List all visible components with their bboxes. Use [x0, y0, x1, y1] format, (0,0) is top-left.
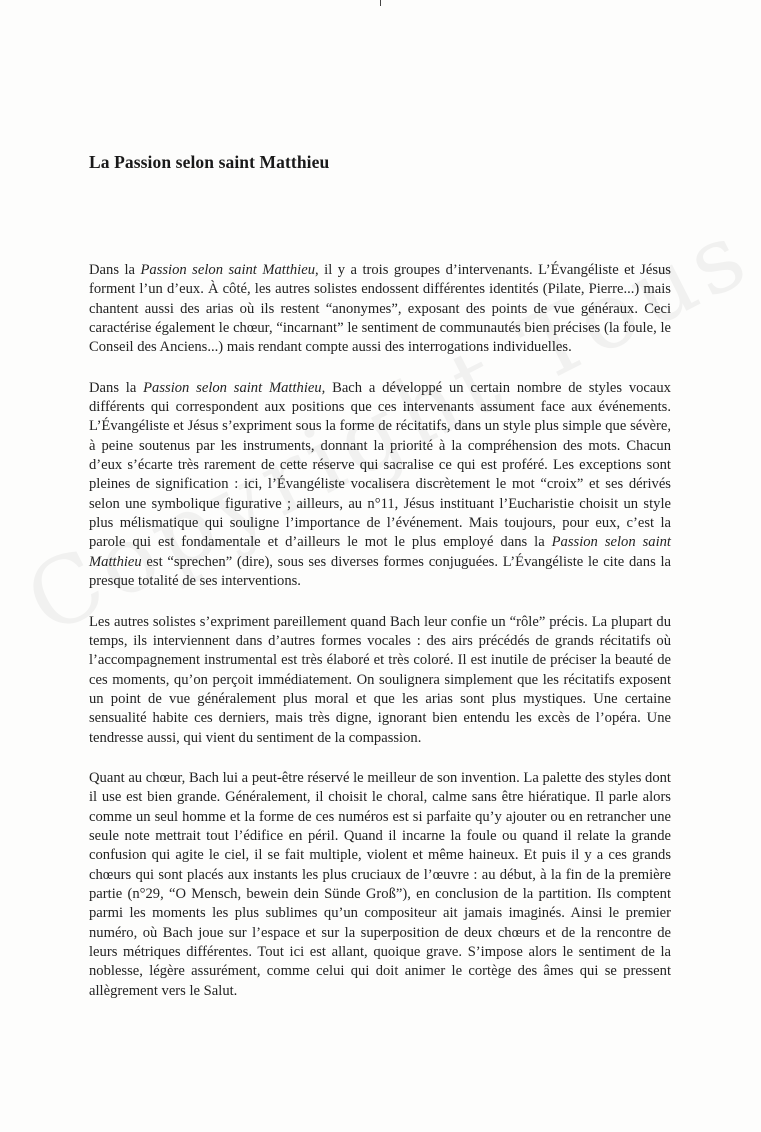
article-body: [89, 261, 671, 1022]
paragraph-2: Dans la Passion selon saint Matthieu, Bach a développé un certain nombre de styles vocaux différents qui correspondent aux positions que ces intervenants assument face aux événements. L’Évangéliste et Jésus s’expriment sous la forme de récitatifs, dans un style plus simple que sévère, à peine soutenus par les instruments, donnant la priorité à la compréhension des mots. Chacun d’eux s’écarte très rarement de cette réserve qui sacralise ce qui est proféré. Les exceptions sont pleines de signification : ici, l’Évangéliste vocalisera discrètement le mot “croix” et ses dérivés selon une symbolique figurative ; ailleurs, au n°11, Jésus instituant l’Eucharistie choisit un style plus mélismatique qui souligne l’importance de l’événement. Mais toujours, pour eux, c’est la parole qui est fondamentale et d’ailleurs le mot le plus employé dans la Passion selon saint Matthieu est “sprechen” (dire), sous ses diverses formes conjuguées. L’Évangéliste le cite dans la presque totalité de ses interventions.: [89, 379, 671, 590]
paragraph-3: Les autres solistes s’expriment pareillement quand Bach leur confie un “rôle” précis. La plupart du temps, ils interviennent dans d’autres formes vocales : des airs précédés de grands récitatifs où l’accompagnement instrumental est très élaboré et très coloré. Il est inutile de préciser la beauté de ces moments, qu’on perçoit immédiatement. On soulignera simplement que les récitatifs exposent un point de vue généralement plus moral et que les arias sont plus mystiques. Une certaine sensualité habite ces derniers, mais très digne, ignorant bien entendu les excès de l’opéra. Une tendresse aussi, qui vient du sentiment de la compassion.: [89, 613, 671, 746]
paragraph-4: Quant au chœur, Bach lui a peut-être réservé le meilleur de son invention. La palette des styles dont il use est bien grande. Généralement, il choisit le choral, calme sans être hiératique. Il parle alors comme un seul homme et la forme de ces numéros est si parfaite qu’y ajouter ou en retrancher une seule note mettrait tout l’édifice en péril. Quand il incarne la foule ou quand il relate la grande confusion qui agite le ciel, il se fait multiple, violent et même haineux. Et puis il y a ces grands chœurs qui sont placés aux instants les plus cruciaux de l’œuvre : au début, à la fin de la première partie (n°29, “O Mensch, bewein dein Sünde Groß”), en conclusion de la partition. Ils comptent parmi les moments les plus sublimes qu’un compositeur ait jamais imaginés. Ainsi le premier numéro, où Bach joue sur l’espace et sur la superposition de deux chœurs et de la rencontre de leurs métriques différentes. Tout ici est allant, quoique grave. S’impose alors le sentiment de la noblesse, légère assurément, comme celui qui doit animer le cortège des âmes qui se pressent allègrement vers le Salut.: [89, 769, 671, 999]
work-title-italic: Passion selon saint Matthieu,: [143, 379, 326, 396]
page-title: La Passion selon saint Matthieu: [89, 152, 330, 172]
crop-mark: [380, 0, 381, 6]
paragraph-1: Dans la Passion selon saint Matthieu, il y a trois groupes d’intervenants. L’Évangéliste et Jésus forment l’un d’eux. À côté, les autres solistes endossent différentes identités (Pilate, Pierre...) mais chantent aussi des arias où ils restent “anonymes”, exposant des points de vue généraux. Ceci caractérise également le chœur, “incarnant” le sentiment de communautés bien précises (la foule, le Conseil des Anciens...) mais rendant compte aussi des interrogations individuelles.: [89, 262, 671, 356]
work-title-italic: Passion selon saint Matthieu: [89, 534, 671, 570]
work-title-italic: Passion selon saint Matthieu: [140, 262, 316, 278]
